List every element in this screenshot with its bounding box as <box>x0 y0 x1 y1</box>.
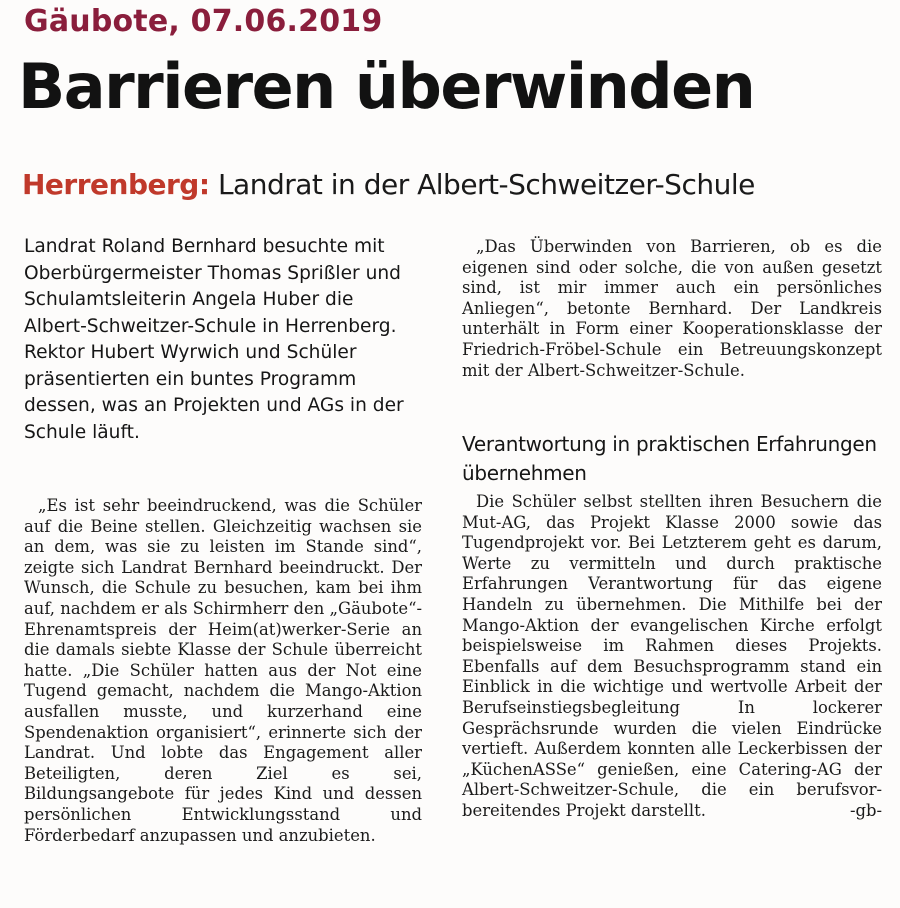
author-byline: -gb- <box>849 800 882 820</box>
section-subheading: Verantwortung in praktischen Erfahrungen übernehmen <box>462 432 877 485</box>
subline-text: Landrat in der Albert-Schweitzer-Schule <box>209 168 755 201</box>
subline-place: Herrenberg: <box>22 168 210 201</box>
lead-paragraph: Landrat Roland Bernhard besuchte mit Oberbürgermeister Thomas Sprißler und Schulamtsleiterin Angela Huber die Albert-Schweitzer-Schule in Herrenberg. Rektor Hubert Wyrwich und Schüler präsentierten ein buntes Programm dessen, was an Projekten und AGs in der Schule läuft. <box>24 236 404 443</box>
right-column-top <box>462 237 882 381</box>
left-column <box>24 496 422 846</box>
right-body-text: Die Schüler selbst stellten ihren Besuchern die Mut-AG, das Projekt Klasse 2000 sowie das Tugendprojekt vor. Bei Letzterem geht es darum, Werte zu vermitteln und durch praktische Erfahrungen Verantwortung für das eigene Handeln zu übernehmen. Die Mithilfe bei der Mango-Aktion der evangelischen Kirche erfolgt beispielsweise im Rahmen dieses Projekts. Ebenfalls auf dem Besuchsprogramm stand ein Einblick in die wichtige und wertvolle Arbeit der Berufseinstiegsbegleitung In lockerer Gesprächsrunde wurden die vielen Eindrücke vertieft. Außerdem konnten alle Leckerbissen der „KüchenASSe“ genießen, eine Catering-AG der Albert-Schweitzer-Schule, die ein berufsvorbereitendes Projekt darstellt. <box>462 492 882 820</box>
right-body-paragraph-1: „Das Überwinden von Barrieren, ob es die eigenen sind oder solche, die von außen gesetzt sind, ist mir immer auch ein persönliches Anliegen“, betonte Bernhard. Der Landkreis unterhält in Form einer Kooperationsklasse der Friedrich-Fröbel-Schule ein Betreuungskonzept mit der Albert-Schweitzer-Schule. <box>462 237 882 380</box>
right-column-bottom <box>462 492 882 822</box>
left-body-paragraph: „Es ist sehr beeindruckend, was die Schüler auf die Beine stellen. Gleichzeitig wachsen sie an dem, was sie zu leisten im Stande sind“, zeigte sich Landrat Bernhard beeindruckt. Der Wunsch, die Schule zu besuchen, kam bei ihm auf, nachdem er als Schirmherr den „Gäubote“-Ehrenamtspreis der Heim(at)werker-Serie an die damals siebte Klasse der Schule überreicht hatte. „Die Schüler hatten aus der Not eine Tugend gemacht, nachdem die Mango-Aktion ausfallen musste, und kurzerhand eine Spendenaktion organisiert“, erinnerte sich der Landrat. Und lobte das Engagement aller Beteiligten, deren Ziel es sei, Bildungsangebote für jedes Kind und dessen persönlichen Entwicklungsstand und Förderbedarf anzupassen und anzubieten. <box>24 496 422 845</box>
subline <box>22 168 755 201</box>
right-body-paragraph-2 <box>462 492 882 822</box>
source-date: Gäubote, 07.06.2019 <box>24 4 383 39</box>
headline: Barrieren überwinden <box>18 50 755 123</box>
